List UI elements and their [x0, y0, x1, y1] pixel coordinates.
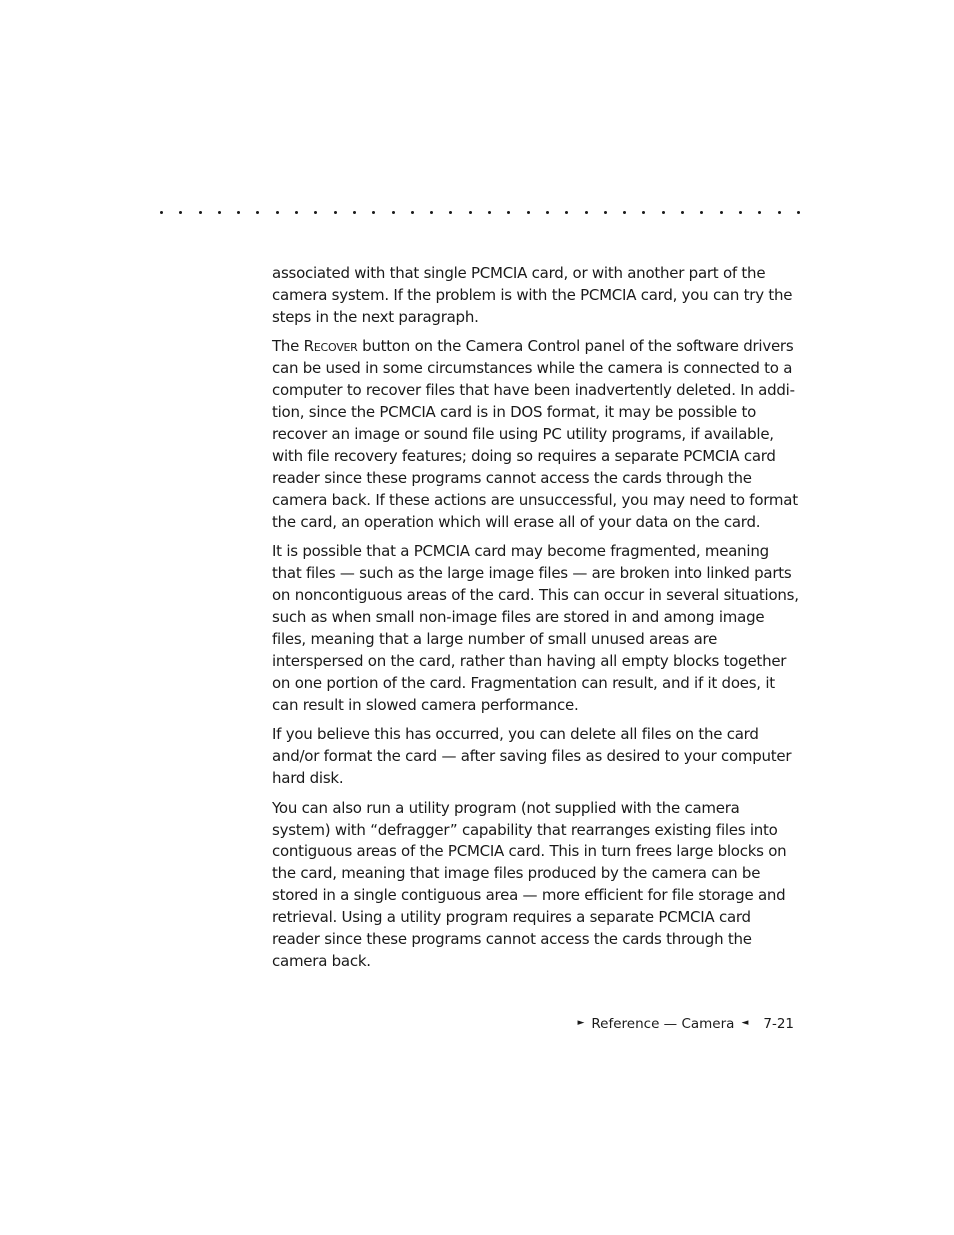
left-triangle-icon: ◄ [741, 1018, 749, 1028]
paragraph-2-pre: The [272, 337, 304, 356]
right-triangle-icon: ► [577, 1018, 585, 1028]
page-number: 7-21 [763, 1016, 794, 1032]
paragraph-4: If you believe this has occurred, you can delete all files on the card and/or format the card — after saving files as desired to your computer hard disk. [272, 725, 792, 787]
paragraph-2 [272, 336, 802, 533]
paragraph-3: It is possible that a PCMCIA card may become fragmented, meaning that files — such as the large image files — are broken into linked parts on noncontiguous areas of the card. This can occur in several situations, such as when small non-image files are stored in and among image files, meaning that a large number of small unused areas are interspersed on the card, rather than having all empty blocks together on one portion of the card. Fragmentation can result, and if it does, it can result in slowed camera performance. [272, 542, 799, 714]
recover-button-label: Recover [303, 337, 358, 356]
footer-section-title: Reference — Camera [591, 1016, 735, 1032]
paragraph-1: associated with that single PCMCIA card, or with another part of the camera system. If the problem is with the PCMCIA card, you can try the steps in the next paragraph. [272, 264, 793, 326]
paragraph-2-post: button on the Camera Control panel of the software drivers can be used in some circumstances while the camera is connected to a computer to recover files that have been inadvertently deleted. In addi-tion, since the PCMCIA card is in DOS format, it may be possible to recover an image or sound file using PC utility programs, if available, with file recovery features; doing so requires a separate PCMCIA card reader since these programs cannot access the cards through the camera back. If these actions are unsuccessful, you may need to format the card, an operation which will erase all of your data on the card. [272, 337, 798, 531]
page-footer [577, 1016, 794, 1032]
paragraph-5: You can also run a utility program (not supplied with the camera system) with “defragger” capability that rearranges existing files into contiguous areas of the PCMCIA card. This in turn frees large blocks on the card, meaning that image files produced by the camera can be stored in a single contiguous area — more efficient for file storage and retrieval. Using a utility program requires a separate PCMCIA card reader since these programs cannot access the cards through the camera back. [272, 798, 787, 970]
body-text [272, 263, 802, 981]
dotted-header-rule [160, 205, 800, 219]
